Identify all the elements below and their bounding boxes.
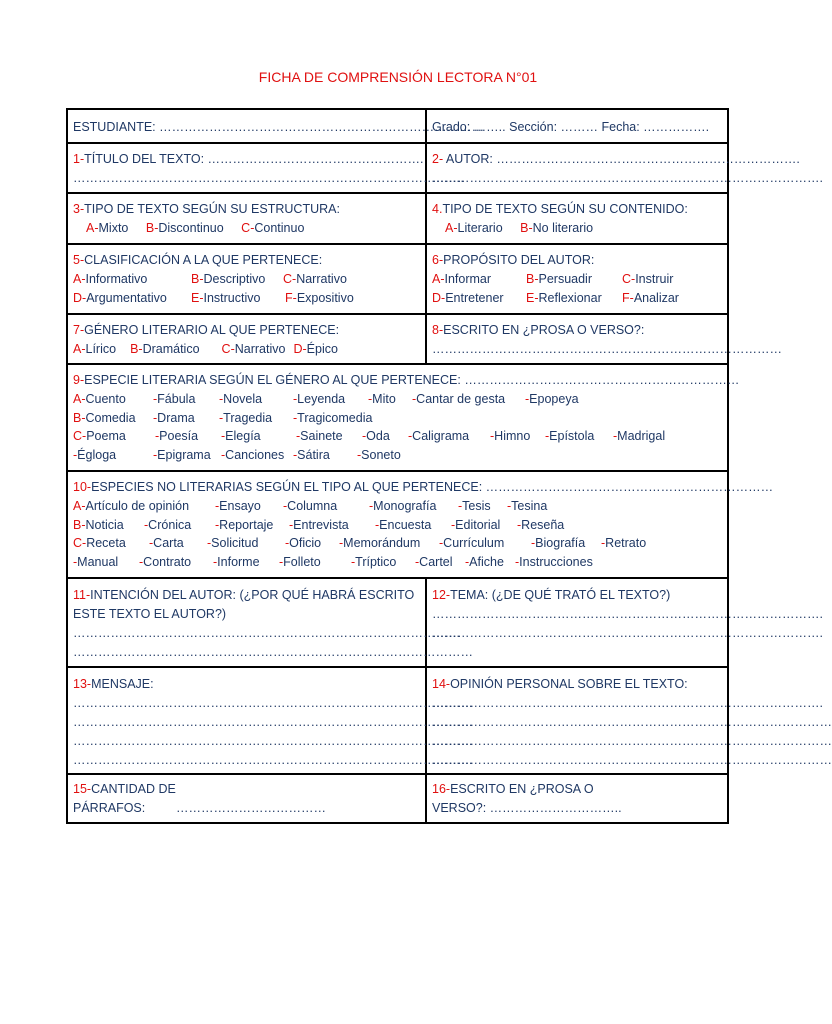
q14-answer-line-4[interactable]: ……………………………………………………………………………………	[432, 753, 832, 767]
q9-sainete[interactable]: -Sainete	[296, 429, 343, 444]
q11-label: INTENCIÓN DEL AUTOR: (¿POR QUÉ HABRÁ ESCRITO	[90, 588, 415, 602]
q12-cell	[427, 579, 823, 666]
row-q1-q2	[68, 144, 823, 194]
q5-option-f[interactable]: F-Expositivo	[285, 291, 354, 305]
q10-cartel[interactable]: -Cartel	[415, 555, 453, 570]
q6-option-b[interactable]: B-Persuadir	[526, 272, 592, 286]
q10-tesis[interactable]: -Tesis	[458, 498, 491, 513]
q2-number: 2-	[432, 152, 444, 166]
row-q9	[68, 365, 740, 472]
q7-options	[73, 340, 420, 359]
q10-cronica[interactable]: -Crónica	[144, 517, 192, 532]
q9-himno[interactable]: -Himno	[490, 429, 531, 444]
q9-epigrama[interactable]: -Epigrama	[153, 448, 211, 463]
q5-option-b[interactable]: B-Descriptivo	[191, 272, 266, 286]
q10-columna[interactable]: -Columna	[283, 498, 338, 513]
row-q15-q16	[68, 775, 727, 822]
q13-answer-line-3[interactable]: ……………………………………………………………………………………	[73, 734, 473, 748]
q5-options-row2	[73, 289, 420, 308]
q10-encuesta[interactable]: -Encuesta	[375, 517, 432, 532]
q5-number: 5-	[73, 253, 85, 267]
q4-cell	[427, 194, 727, 243]
q9-canciones[interactable]: -Canciones	[221, 448, 285, 463]
q2-answer-line[interactable]: ………………………………………………………………………………….	[432, 171, 823, 185]
q16-answer-line[interactable]: VERSO?: …………………………..	[432, 801, 622, 815]
q10-afiche[interactable]: -Afiche	[465, 555, 504, 570]
student-row	[68, 110, 727, 144]
q9-cuento[interactable]: A-Cuento	[73, 391, 126, 406]
q9-leyenda[interactable]: -Leyenda	[293, 391, 346, 406]
q10-biografia[interactable]: -Biografía	[531, 536, 586, 551]
q10-manual[interactable]: -Manual	[73, 555, 119, 570]
q9-elegia[interactable]: -Elegía	[221, 429, 261, 444]
q3-option-c[interactable]: C-Continuo	[241, 221, 305, 235]
q10-row-c	[73, 534, 722, 553]
row-q13-q14	[68, 668, 832, 775]
q10-curriculum[interactable]: -Currículum	[439, 536, 505, 551]
q1-label[interactable]: TÍTULO DEL TEXTO: …………………………………………….	[84, 152, 424, 166]
q15-number: 15-	[73, 782, 92, 796]
q9-label[interactable]: ESPECIE LITERARIA SEGÚN EL GÉNERO AL QUE PERTENECE: …………………………………………………………	[84, 373, 740, 387]
document-title: FICHA DE COMPRENSIÓN LECTORA N°01	[258, 69, 538, 85]
q8-label: ESCRITO EN ¿PROSA O VERSO?:	[443, 323, 645, 337]
q10-retrato[interactable]: -Retrato	[601, 536, 647, 551]
q10-instrucciones[interactable]: -Instrucciones	[515, 555, 593, 570]
q9-row-b	[73, 409, 722, 428]
q9-egloga[interactable]: -Égloga	[73, 448, 117, 463]
q5-label: CLASIFICACIÓN A LA QUE PERTENECE:	[84, 253, 323, 267]
q14-answer-line-2[interactable]: ……………………………………………………………………………………	[432, 715, 832, 729]
q1-number: 1-	[73, 152, 85, 166]
q16-cell	[427, 775, 727, 822]
q10-row-d	[73, 553, 722, 572]
q10-number: 10-	[73, 480, 92, 494]
q7-option-a[interactable]: A-Lírico	[73, 342, 117, 356]
q13-answer-line-4[interactable]: ……………………………………………………………………………………	[73, 753, 473, 767]
q15-label: CANTIDAD DE	[91, 782, 176, 796]
q5-option-c[interactable]: C-Narrativo	[283, 272, 347, 286]
q14-answer-line-1[interactable]: ………………………………………………………………………………….	[432, 696, 823, 710]
q10-cell	[68, 472, 774, 577]
q4-label: TIPO DE TEXTO SEGÚN SU CONTENIDO:	[442, 202, 688, 216]
q6-options-row1	[432, 270, 722, 289]
q10-editorial[interactable]: -Editorial	[451, 517, 501, 532]
q10-resena[interactable]: -Reseña	[517, 517, 565, 532]
grade-cell	[427, 110, 727, 142]
q10-reportaje[interactable]: -Reportaje	[215, 517, 274, 532]
q9-oda[interactable]: -Oda	[362, 429, 390, 444]
q15-answer-line[interactable]: ………………………………	[176, 801, 326, 815]
q14-label: OPINIÓN PERSONAL SOBRE EL TEXTO:	[450, 677, 688, 691]
row-q11-q12	[68, 579, 823, 668]
worksheet-table	[66, 108, 832, 824]
q9-poesia[interactable]: -Poesía	[155, 429, 199, 444]
q10-monografia[interactable]: -Monografía	[369, 498, 437, 513]
q7-label: GÉNERO LITERARIO AL QUE PERTENECE:	[84, 323, 340, 337]
q7-option-b[interactable]: B-Dramático	[130, 342, 200, 356]
q15-cell	[68, 775, 427, 822]
q1-cell	[68, 144, 464, 192]
q8-cell	[427, 315, 782, 363]
student-field[interactable]: ESTUDIANTE: ……………………………………………………………………	[73, 120, 485, 134]
q10-carta[interactable]: -Carta	[149, 536, 184, 551]
row-q7-q8	[68, 315, 782, 365]
q9-tragedia[interactable]: -Tragedia	[219, 410, 273, 425]
q10-row-b	[73, 516, 722, 535]
q6-option-a[interactable]: A-Informar	[432, 272, 492, 286]
q9-drama[interactable]: -Drama	[153, 410, 195, 425]
q5-cell	[68, 245, 427, 313]
q10-informe[interactable]: -Informe	[213, 555, 260, 570]
q12-label: TEMA: (¿DE QUÉ TRATÓ EL TEXTO?)	[450, 588, 671, 602]
q9-caligrama[interactable]: -Caligrama	[408, 429, 470, 444]
q14-answer-line-3[interactable]: ……………………………………………………………………………………	[432, 734, 832, 748]
q13-label: MENSAJE:	[91, 677, 154, 691]
q9-number: 9-	[73, 373, 85, 387]
q9-satira[interactable]: -Sátira	[293, 448, 330, 463]
q6-option-c[interactable]: C-Instruir	[622, 272, 674, 286]
q4-number: 4.	[432, 202, 443, 216]
q6-options-row2	[432, 289, 722, 308]
row-q3-q4	[68, 194, 727, 245]
q11-answer-line-1[interactable]: …………………………………………………………………………………	[73, 626, 461, 640]
q9-madrigal[interactable]: -Madrigal	[613, 429, 666, 444]
q5-option-d[interactable]: D-Argumentativo	[73, 291, 167, 305]
q7-option-d[interactable]: D-Épico	[293, 342, 338, 356]
q5-options-row1	[73, 270, 420, 289]
q6-option-d[interactable]: D-Entretener	[432, 291, 504, 305]
student-cell	[68, 110, 485, 142]
q9-poema[interactable]: C-Poema	[73, 429, 126, 444]
q6-option-e[interactable]: E-Reflexionar	[526, 291, 602, 305]
q14-number: 14-	[432, 677, 451, 691]
q9-row-c	[73, 427, 722, 446]
q12-answer-line-2[interactable]: ………………………………………………………………………………….	[432, 626, 823, 640]
q9-novela[interactable]: -Novela	[219, 391, 263, 406]
q4-options	[432, 219, 722, 238]
q10-noticia[interactable]: B-Noticia	[73, 517, 124, 532]
q9-comedia[interactable]: B-Comedia	[73, 410, 136, 425]
row-q10	[68, 472, 774, 579]
q3-number: 3-	[73, 202, 85, 216]
q2-label[interactable]: AUTOR: ……………………………………………………………….	[443, 152, 800, 166]
q9-cantar-de-gesta[interactable]: -Cantar de gesta	[412, 391, 506, 406]
q5-option-e[interactable]: E-Instructivo	[191, 291, 261, 305]
q9-epistola[interactable]: -Epístola	[545, 429, 595, 444]
q9-row-d	[73, 446, 722, 465]
q14-cell	[427, 668, 832, 773]
q10-triptico[interactable]: -Tríptico	[351, 555, 397, 570]
q4-option-a[interactable]: A-Literario	[445, 221, 503, 235]
q9-epopeya[interactable]: -Epopeya	[525, 391, 579, 406]
q6-cell	[427, 245, 727, 313]
q16-label: ESCRITO EN ¿PROSA O	[450, 782, 594, 796]
q10-solicitud[interactable]: -Solicitud	[207, 536, 259, 551]
q10-entrevista[interactable]: -Entrevista	[289, 517, 349, 532]
q2-cell	[427, 144, 823, 192]
q7-number: 7-	[73, 323, 85, 337]
q10-contrato[interactable]: -Contrato	[139, 555, 192, 570]
q10-oficio[interactable]: -Oficio	[285, 536, 322, 551]
q1-answer-line[interactable]: ………………………………………………………………………………….	[73, 171, 464, 185]
q11-label-cont: ESTE TEXTO EL AUTOR?)	[73, 607, 227, 621]
q10-label[interactable]: ESPECIES NO LITERARIAS SEGÚN EL TIPO AL QUE PERTENECE: ……………………………………………………………	[91, 480, 774, 494]
q15-label-cont: PÁRRAFOS:	[73, 801, 146, 815]
q9-tragicomedia[interactable]: -Tragicomedia	[293, 410, 373, 425]
q6-option-f[interactable]: F-Analizar	[622, 291, 679, 305]
q3-cell	[68, 194, 427, 243]
q10-articulo-de-opinion[interactable]: A-Artículo de opinión	[73, 498, 190, 513]
q6-number: 6-	[432, 253, 444, 267]
q9-mito[interactable]: -Mito	[368, 391, 396, 406]
q3-option-b[interactable]: B-Discontinuo	[145, 221, 224, 235]
q3-option-a[interactable]: A-Mixto	[86, 221, 129, 235]
q3-label: TIPO DE TEXTO SEGÚN SU ESTRUCTURA:	[84, 202, 340, 216]
q10-ensayo[interactable]: -Ensayo	[215, 498, 261, 513]
q10-memorandum[interactable]: -Memorándum	[339, 536, 421, 551]
q3-options	[73, 219, 420, 238]
q13-number: 13-	[73, 677, 92, 691]
q4-option-b[interactable]: B-No literario	[520, 221, 594, 235]
q11-answer-line-2[interactable]: ……………………………………………………………………………………	[73, 645, 473, 659]
q10-row-a	[73, 497, 722, 516]
grade-section-date-field[interactable]: Grado: …….. Sección: ……… Fecha: …………….	[432, 120, 710, 134]
q7-option-c[interactable]: C-Narrativo	[221, 342, 286, 356]
q9-row-a	[73, 390, 722, 409]
q10-receta[interactable]: C-Receta	[73, 536, 126, 551]
q9-fabula[interactable]: -Fábula	[153, 391, 196, 406]
q12-number: 12-	[432, 588, 451, 602]
q10-tesina[interactable]: -Tesina	[507, 498, 548, 513]
q12-answer-line-1[interactable]: ………………………………………………………………………………….	[432, 607, 823, 621]
q8-number: 8-	[432, 323, 444, 337]
q9-cell	[68, 365, 740, 470]
row-q5-q6	[68, 245, 727, 315]
q10-folleto[interactable]: -Folleto	[279, 555, 321, 570]
q13-answer-line-2[interactable]: ……………………………………………………………………………………	[73, 715, 473, 729]
q16-number: 16-	[432, 782, 451, 796]
q7-cell	[68, 315, 427, 363]
q6-label: PROPÓSITO DEL AUTOR:	[443, 253, 595, 267]
q5-option-a[interactable]: A-Informativo	[73, 272, 148, 286]
q13-answer-line-1[interactable]: ……………………………………………………………………………………	[73, 696, 473, 710]
q9-soneto[interactable]: -Soneto	[357, 448, 401, 463]
q11-number: 11-	[73, 588, 91, 602]
q8-answer-line[interactable]: …………………………………………………………………………	[432, 342, 782, 356]
